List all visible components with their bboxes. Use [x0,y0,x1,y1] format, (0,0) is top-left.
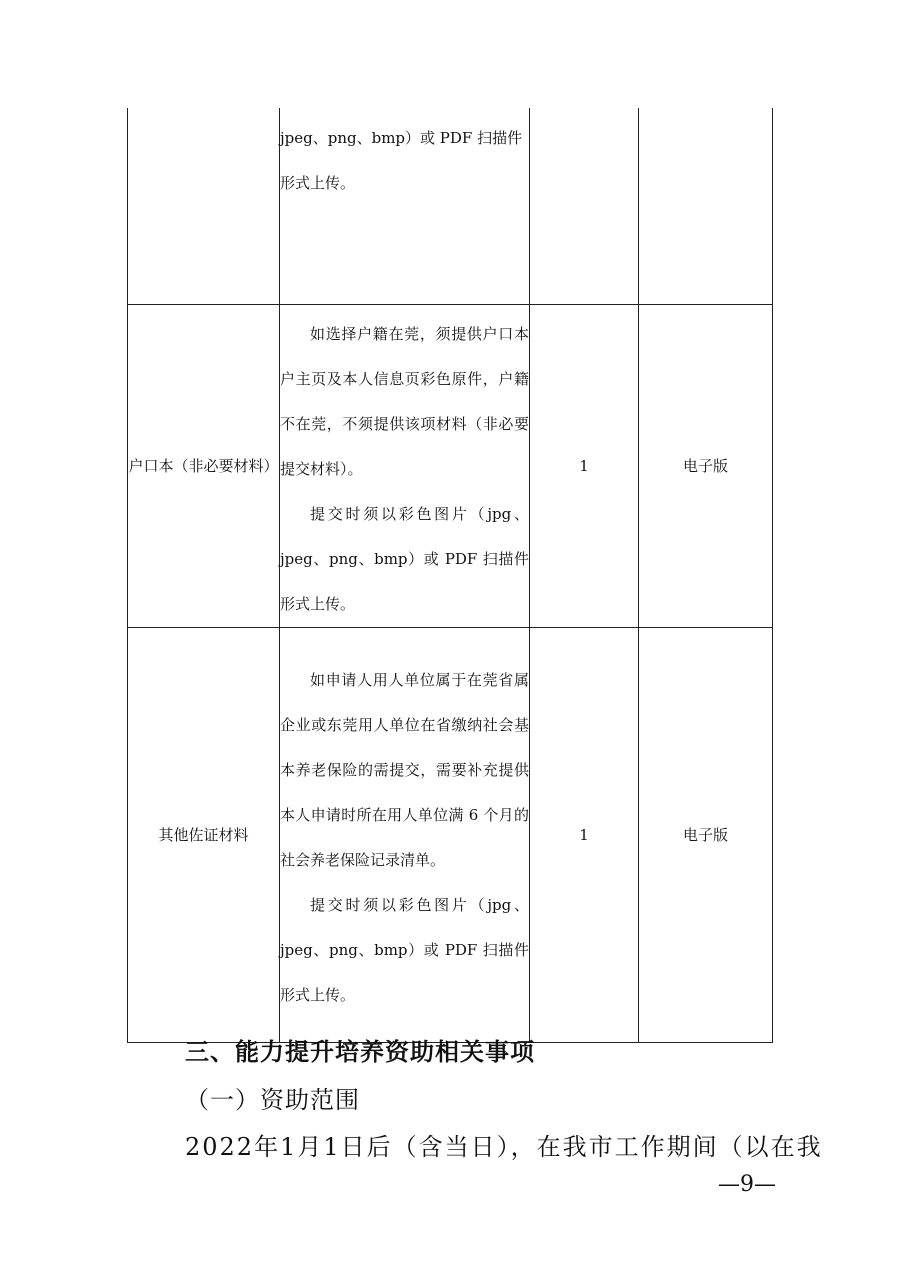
format-cell: 电子版 [639,628,773,1043]
table-row-continued [128,108,773,305]
format-cell: 电子版 [639,305,773,628]
quantity-cell [530,108,639,305]
table-row-hukou [128,305,773,628]
materials-table [127,108,773,1043]
material-desc-cell [280,108,530,305]
quantity-cell: 1 [530,628,639,1043]
material-name-cell: 户口本（非必要材料） [128,305,280,628]
section-heading: 三、能力提升培养资助相关事项 [185,1038,535,1066]
desc-line: 形式上传。 [280,174,356,192]
material-name-cell: 其他佐证材料 [128,628,280,1043]
page-number: —9— [718,1172,776,1197]
desc-line: jpeg、png、bmp）或 PDF 扫描件 [280,129,523,147]
desc-paragraph: 如申请人用人单位属于在莞省属企业或东莞用人单位在省缴纳社会基本养老保险的需提交，需要补充提供本人申请时所在用人单位满 6 个月的社会养老保险记录清单。 [280,671,529,869]
desc-paragraph: 如选择户籍在莞，须提供户口本户主页及本人信息页彩色原件，户籍不在莞，不须提供该项材料（非必要提交材料）。 [280,324,529,478]
material-desc-cell [280,305,530,628]
desc-paragraph: 提交时须以彩色图片（jpg、jpeg、png、bmp）或 PDF 扫描件形式上传。 [280,504,529,613]
table-row-other [128,628,773,1043]
format-cell [639,108,773,305]
section-subheading: （一）资助范围 [185,1086,360,1114]
body-text: 2022年1月1日后（含当日），在我市工作期间（以在我 [185,1133,823,1161]
quantity-cell: 1 [530,305,639,628]
material-name-cell [128,108,280,305]
desc-paragraph: 提交时须以彩色图片（jpg、jpeg、png、bmp）或 PDF 扫描件形式上传。 [280,896,529,1004]
material-desc-cell [280,628,530,1043]
